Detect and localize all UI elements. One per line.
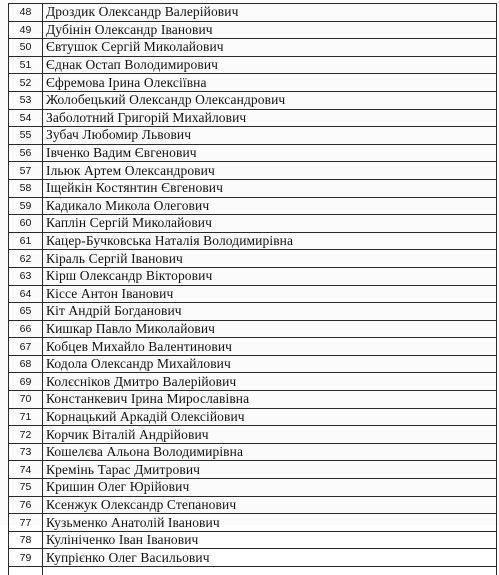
person-name: Іщейкін Костянтин Євгенович bbox=[43, 179, 497, 197]
person-name: Каплін Сергій Миколайович bbox=[43, 215, 497, 233]
table-row bbox=[9, 338, 497, 356]
row-number: 72 bbox=[9, 426, 43, 444]
row-number: 78 bbox=[9, 531, 43, 549]
person-name: Ільюк Артем Олександрович bbox=[43, 162, 497, 180]
row-number: 70 bbox=[9, 391, 43, 409]
table-row bbox=[9, 179, 497, 197]
person-name: Кришин Олег Юрійович bbox=[43, 479, 497, 497]
person-name: Ксенжук Олександр Степанович bbox=[43, 496, 497, 514]
row-number: 73 bbox=[9, 443, 43, 461]
table-row bbox=[9, 267, 497, 285]
row-number: 75 bbox=[9, 479, 43, 497]
person-name: Івченко Вадим Євгенович bbox=[43, 144, 497, 162]
table-row bbox=[9, 197, 497, 215]
row-number: 68 bbox=[9, 355, 43, 373]
row-number: 56 bbox=[9, 144, 43, 162]
row-number: 49 bbox=[9, 21, 43, 39]
row-number: 79 bbox=[9, 549, 43, 567]
person-name: Кіт Андрій Богданович bbox=[43, 303, 497, 321]
row-number: 71 bbox=[9, 408, 43, 426]
person-name: Кіраль Сергій Іванович bbox=[43, 250, 497, 268]
table-row bbox=[9, 496, 497, 514]
person-name: Кірш Олександр Вікторович bbox=[43, 267, 497, 285]
table-row bbox=[9, 461, 497, 479]
row-number: 58 bbox=[9, 179, 43, 197]
table-row bbox=[9, 250, 497, 268]
person-name: Кіссе Антон Іванович bbox=[43, 285, 497, 303]
table-row bbox=[9, 391, 497, 409]
table-row bbox=[9, 109, 497, 127]
row-number: 59 bbox=[9, 197, 43, 215]
table-row bbox=[9, 56, 497, 74]
table-row-cut-off bbox=[9, 567, 497, 575]
row-number: 76 bbox=[9, 496, 43, 514]
table-row bbox=[9, 39, 497, 57]
person-name: Купрієнко Олег Васильович bbox=[43, 549, 497, 567]
row-number: 51 bbox=[9, 56, 43, 74]
table-row bbox=[9, 320, 497, 338]
deputies-table-body bbox=[9, 4, 497, 575]
table-row bbox=[9, 373, 497, 391]
person-name: Жолобецький Олександр Олександрович bbox=[43, 91, 497, 109]
person-name: Дроздик Олександр Валерійович bbox=[43, 4, 497, 22]
table-row bbox=[9, 426, 497, 444]
person-name bbox=[43, 567, 497, 575]
row-number: 63 bbox=[9, 267, 43, 285]
table-row bbox=[9, 549, 497, 567]
person-name: Колєсніков Дмитро Валерійович bbox=[43, 373, 497, 391]
person-name: Кошелєва Альона Володимирівна bbox=[43, 443, 497, 461]
row-number: 48 bbox=[9, 4, 43, 22]
table-row bbox=[9, 215, 497, 233]
row-number: 64 bbox=[9, 285, 43, 303]
person-name: Кишкар Павло Миколайович bbox=[43, 320, 497, 338]
row-number: 55 bbox=[9, 127, 43, 145]
table-row bbox=[9, 531, 497, 549]
person-name: Кодола Олександр Михайлович bbox=[43, 355, 497, 373]
row-number: 77 bbox=[9, 514, 43, 532]
table-row bbox=[9, 232, 497, 250]
table-row bbox=[9, 74, 497, 92]
person-name: Кулініченко Іван Іванович bbox=[43, 531, 497, 549]
row-number: 54 bbox=[9, 109, 43, 127]
row-number: 61 bbox=[9, 232, 43, 250]
person-name: Єфремова Ірина Олексіївна bbox=[43, 74, 497, 92]
table-row bbox=[9, 285, 497, 303]
table-row bbox=[9, 443, 497, 461]
person-name: Кремінь Тарас Дмитрович bbox=[43, 461, 497, 479]
table-row bbox=[9, 127, 497, 145]
person-name: Заболотний Григорій Михайлович bbox=[43, 109, 497, 127]
table-row bbox=[9, 514, 497, 532]
person-name: Дубінін Олександр Іванович bbox=[43, 21, 497, 39]
row-number: 66 bbox=[9, 320, 43, 338]
row-number: 57 bbox=[9, 162, 43, 180]
table-row bbox=[9, 144, 497, 162]
person-name: Кадикало Микола Олегович bbox=[43, 197, 497, 215]
person-name: Зубач Любомир Львович bbox=[43, 127, 497, 145]
row-number bbox=[9, 567, 43, 575]
row-number: 52 bbox=[9, 74, 43, 92]
deputies-table bbox=[8, 3, 497, 575]
row-number: 65 bbox=[9, 303, 43, 321]
person-name: Кузьменко Анатолій Іванович bbox=[43, 514, 497, 532]
row-number: 53 bbox=[9, 91, 43, 109]
person-name: Кобцев Михайло Валентинович bbox=[43, 338, 497, 356]
row-number: 60 bbox=[9, 215, 43, 233]
row-number: 62 bbox=[9, 250, 43, 268]
table-row bbox=[9, 21, 497, 39]
table-row bbox=[9, 303, 497, 321]
row-number: 67 bbox=[9, 338, 43, 356]
table-row bbox=[9, 355, 497, 373]
person-name: Корнацький Аркадій Олексійович bbox=[43, 408, 497, 426]
person-name: Констанкевич Ірина Мирославівна bbox=[43, 391, 497, 409]
row-number: 50 bbox=[9, 39, 43, 57]
person-name: Корчик Віталій Андрійович bbox=[43, 426, 497, 444]
table-row bbox=[9, 162, 497, 180]
person-name: Єднак Остап Володимирович bbox=[43, 56, 497, 74]
person-name: Кацер-Бучковська Наталія Володимирівна bbox=[43, 232, 497, 250]
table-row bbox=[9, 479, 497, 497]
table-row bbox=[9, 408, 497, 426]
table-row bbox=[9, 4, 497, 22]
table-row bbox=[9, 91, 497, 109]
row-number: 69 bbox=[9, 373, 43, 391]
person-name: Євтушок Сергій Миколайович bbox=[43, 39, 497, 57]
row-number: 74 bbox=[9, 461, 43, 479]
